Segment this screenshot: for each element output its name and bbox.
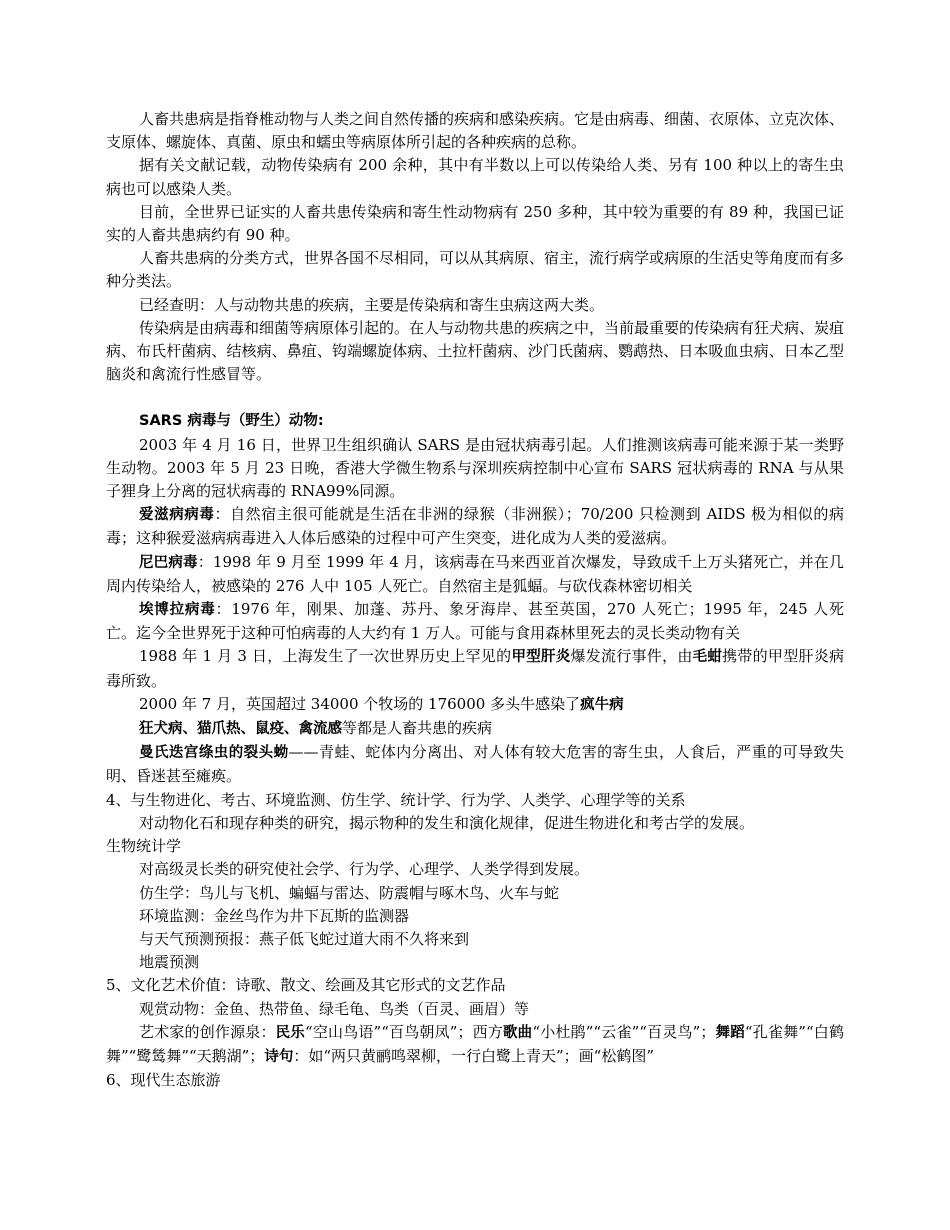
poem-term: 诗句 xyxy=(264,1048,294,1065)
nipah-label: 尼巴病毒 xyxy=(139,554,198,571)
art-intro: 艺术家的创作源泉： xyxy=(139,1022,276,1041)
hepatitis-text-3: 携带的甲型肝炎病毒所致。 xyxy=(106,647,844,690)
zoonoses-terms: 狂犬病、猫爪热、鼠疫、禽流感 xyxy=(139,721,342,738)
aids-label: 爱滋病病毒 xyxy=(139,507,215,524)
sparganum-term: 曼氏迭宫绦虫的裂头蚴 xyxy=(139,745,289,762)
aids-paragraph xyxy=(106,503,844,550)
sparganum-paragraph xyxy=(106,741,844,788)
section-4-paragraph-1: 对动物化石和现存种类的研究，揭示物种的发生和演化规律，促进生物进化和考古学的发展。 xyxy=(139,813,755,832)
section-4-biostatistics: 生物统计学 xyxy=(106,837,182,856)
spacer xyxy=(106,386,844,409)
section-4-weather: 与天气预测预报：燕子低飞蛇过道大雨不久将来到 xyxy=(139,929,470,948)
songs-term: 歌曲 xyxy=(503,1024,533,1041)
sars-heading-text: SARS 病毒与（野生）动物: xyxy=(139,413,324,430)
intro-paragraph-4: 人畜共患病的分类方式，世界各国不尽相同，可以从其病原、宿主，流行病学或病原的生活史等角度而有多种分类法。 xyxy=(106,249,845,291)
intro-paragraph-6: 传染病是由病毒和细菌等病原体引起的。在人与动物共患的疾病之中，当前最重要的传染病有狂犬病、炭疽病、布氏杆菌病、结核病、鼻疽、钩端螺旋体病、土拉杆菌病、沙门氏菌病、鹦鹉热、日本吸血虫病、日本乙型脑炎和禽流行性感冒等。 xyxy=(106,318,845,384)
section-4-title: 4、与生物进化、考古、环境监测、仿生学、统计学、行为学、人类学、心理学等的关系 xyxy=(106,790,686,809)
sars-heading xyxy=(106,409,844,433)
intro-paragraph-1: 人畜共患病是指脊椎动物与人类之间自然传播的疾病和感染疾病。它是由病毒、细菌、衣原体、立克次体、支原体、螺旋体、真菌、原虫和蠕虫等病原体所引起的各种疾病的总称。 xyxy=(106,110,845,152)
zoonoses-paragraph xyxy=(106,717,844,741)
hepatitis-text-2: 爆发流行事件，由 xyxy=(570,647,693,666)
mad-cow-text: 2000 年 7 月，英国超过 34000 个牧场的 176000 多头牛感染了 xyxy=(139,694,581,713)
section-4-paragraph-3: 对高级灵长类的研究使社会学、行为学、心理学、人类学得到发展。 xyxy=(139,860,590,879)
zoonoses-text: 等都是人畜共患的疾病 xyxy=(342,719,493,738)
nipah-text: ：1998 年 9 月至 1999 年 4 月，该病毒在马来西亚首次爆发，导致成千上万头猪死亡，并在几周内传染给人，被感染的 276 人中 105 人死亡。自然宿主是狐蝠。与砍伐森林密切相关 xyxy=(106,552,844,595)
aids-text: ：自然宿主很可能就是生活在非洲的绿猴（非洲猴）；70/200 只检测到 AIDS 极为相似的病毒；这种猴爱滋病病毒进入人体后感染的过程中可产生突变，进化成为人类的爱滋病。 xyxy=(106,505,845,548)
dance-term: 舞蹈 xyxy=(715,1024,745,1041)
sars-paragraph: 2003 年 4 月 16 日，世界卫生组织确认 SARS 是由冠状病毒引起。人们推测该病毒可能来源于某一类野生动物。2003 年 5 月 23 日晚，香港大学微生物系与深圳疾病控制中心宣布 SARS 冠状病毒的 RNA 与从果子狸身上分离的冠状病毒的 RNA99%同源。 xyxy=(106,435,844,501)
hepatitis-text-1: 1988 年 1 月 3 日，上海发生了一次世界历史上罕见的 xyxy=(139,647,512,666)
art-text-2: “小杜鹃”“云雀”“百灵鸟”； xyxy=(532,1022,716,1041)
section-4-bionics: 仿生学：鸟儿与飞机、蝙蝠与雷达、防震帽与啄木鸟、火车与蛇 xyxy=(139,883,560,902)
section-4-earthquake: 地震预测 xyxy=(139,953,200,972)
mad-cow-paragraph xyxy=(106,693,844,717)
intro-paragraph-5: 已经查明：人与动物共患的疾病，主要是传染病和寄生虫病这两大类。 xyxy=(139,295,605,314)
section-6-title: 6、现代生态旅游 xyxy=(106,1071,221,1090)
mad-cow-term: 疯牛病 xyxy=(580,696,624,713)
sparganum-text: ——青蛙、蛇体内分离出、对人体有较大危害的寄生虫，人食后，严重的可导致失明、昏迷甚至瘫痪。 xyxy=(106,743,844,786)
clam-term: 毛蚶 xyxy=(692,649,723,666)
art-text-3: “孔雀舞”“白鹤舞”“鹭鸶舞”“天鹅湖”； xyxy=(106,1022,844,1065)
hepatitis-a-term: 甲型肝炎 xyxy=(511,649,571,666)
folk-music-term: 民乐 xyxy=(275,1024,305,1041)
ebola-label: 埃博拉病毒 xyxy=(139,602,216,619)
ebola-text: ：1976 年，刚果、加蓬、苏丹、象牙海岸、甚至英国，270 人死亡；1995 年，245 人死亡。迄今全世界死于这种可怕病毒的人大约有 1 万人。可能与食用森林里死去的灵长类动物有关 xyxy=(106,600,844,643)
section-5-title: 5、文化艺术价值：诗歌、散文、绘画及其它形式的文艺作品 xyxy=(106,976,506,995)
document-page xyxy=(106,108,844,1092)
art-text-4: ：如“两只黄鹂鸣翠柳，一行白鹭上青天”；画“松鹤图” xyxy=(293,1046,655,1065)
nipah-paragraph xyxy=(106,551,844,598)
intro-paragraph-3: 目前，全世界已证实的人畜共患传染病和寄生性动物病有 250 多种，其中较为重要的有 89 种，我国已证实的人畜共患病约有 90 种。 xyxy=(106,202,844,245)
section-5-art-paragraph xyxy=(106,1021,844,1069)
intro-paragraph-2: 据有关文献记载，动物传染病有 200 余种，其中有半数以上可以传染给人类、另有 100 种以上的寄生虫病也可以感染人类。 xyxy=(106,156,844,198)
section-4-env-monitoring: 环境监测：金丝鸟作为井下瓦斯的监测器 xyxy=(139,906,410,925)
art-text-1: “空山鸟语”“百鸟朝凤”；西方 xyxy=(304,1022,503,1041)
ebola-paragraph xyxy=(106,598,844,645)
hepatitis-paragraph xyxy=(106,645,844,692)
section-5-ornamental: 观赏动物：金鱼、热带鱼、绿毛龟、鸟类（百灵、画眉）等 xyxy=(139,999,530,1018)
